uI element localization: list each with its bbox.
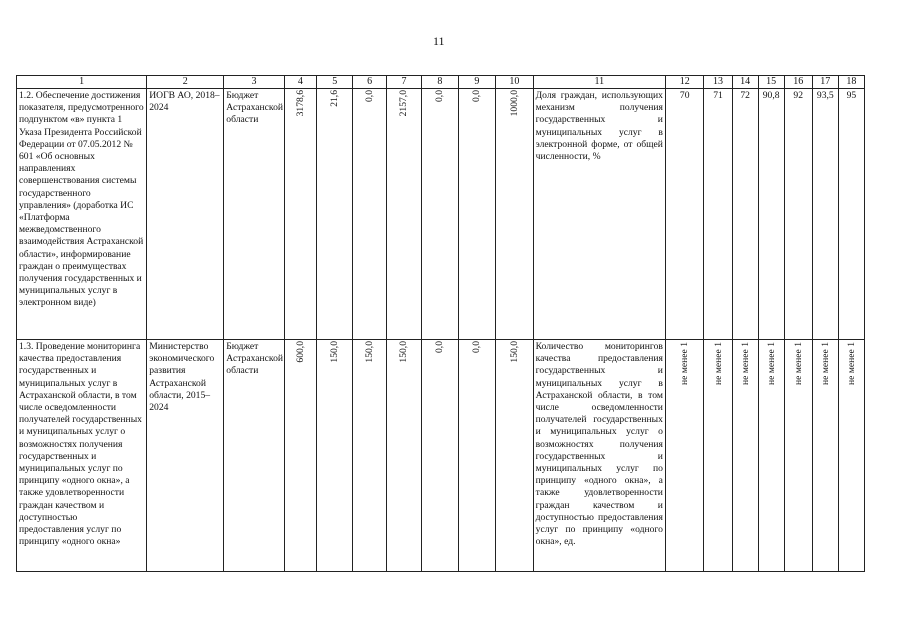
table-header-row xyxy=(17,76,865,89)
indicator-col17-cell xyxy=(812,340,838,572)
column-header-12: 12 xyxy=(665,76,704,89)
column-header-4: 4 xyxy=(284,76,316,89)
column-header-8: 8 xyxy=(422,76,458,89)
indicator-col15: не менее 1 xyxy=(765,342,777,385)
column-header-18: 18 xyxy=(838,76,864,89)
funding-col7: 150,0 xyxy=(398,341,410,363)
indicator-col18: 95 xyxy=(838,89,864,340)
indicator-col12: не менее 1 xyxy=(679,342,691,385)
funding-col10: 150,0 xyxy=(508,341,520,363)
indicator-col13: не менее 1 xyxy=(712,342,724,385)
column-header-5: 5 xyxy=(317,76,353,89)
table-row xyxy=(17,340,865,572)
indicator-col13-cell xyxy=(704,340,732,572)
indicator-col12: 70 xyxy=(665,89,704,340)
indicator-description: Количество мониторингов качества предоставления государственных и муниципальных услуг в Астраханской области, в том числе осведомленности получателей государственных и муниципальных услуг о возможностях получения государственных и муниципальных услуг по принципу «одного окна», а также удовлетворенности граждан качеством и доступностью предоставления услуг по принципу «одного окна», ед. xyxy=(533,340,665,572)
funding-source: Бюджет Астраханской области xyxy=(224,340,284,572)
funding-col7: 2157,0 xyxy=(398,90,410,117)
indicator-col17: 93,5 xyxy=(812,89,838,340)
funding-total-cell xyxy=(284,89,316,340)
funding-col10-cell xyxy=(496,340,534,572)
indicator-col14: не менее 1 xyxy=(739,342,751,385)
page-number: 11 xyxy=(433,34,445,48)
funding-source: Бюджет Астраханской области xyxy=(224,89,284,340)
column-header-9: 9 xyxy=(458,76,496,89)
funding-col8: 0,0 xyxy=(434,341,446,353)
funding-col8-cell xyxy=(422,89,458,340)
indicator-col14: 72 xyxy=(732,89,758,340)
column-header-2: 2 xyxy=(147,76,224,89)
column-header-7: 7 xyxy=(386,76,421,89)
funding-col8-cell xyxy=(422,340,458,572)
indicator-description: Доля граждан, использующих механизм получения государственных и муниципальных услуг в электронной форме, от общей численности, % xyxy=(533,89,665,340)
column-header-15: 15 xyxy=(758,76,784,89)
funding-col5: 21,6 xyxy=(329,90,341,107)
indicator-col18-cell xyxy=(838,340,864,572)
measure-description: 1.2. Обеспечение достижения показателя, предусмотренного подпунктом «в» пункта 1 Указа Президента Российской Федерации от 07.05.2012 № 601 «Об основных направлениях совершенствования системы государственного управления» (доработка ИС «Платформа межведомственного взаимодействия Астраханской области», информирование граждан о преимуществах получения государственных и муниципальных услуг в электронном виде) xyxy=(17,89,147,340)
funding-col9: 0,0 xyxy=(471,341,483,353)
funding-col9-cell xyxy=(458,89,496,340)
indicator-col12-cell xyxy=(665,340,704,572)
executor-period: Министерство экономического развития Астраханской области, 2015–2024 xyxy=(147,340,224,572)
funding-col6-cell xyxy=(353,89,386,340)
funding-col6: 150,0 xyxy=(364,341,376,363)
column-header-17: 17 xyxy=(812,76,838,89)
funding-col6-cell xyxy=(353,340,386,572)
funding-col6: 0,0 xyxy=(364,90,376,102)
executor-period: ИОГВ АО, 2018–2024 xyxy=(147,89,224,340)
program-measures-table xyxy=(16,75,865,572)
indicator-col13: 71 xyxy=(704,89,732,340)
indicator-col17: не менее 1 xyxy=(819,342,831,385)
indicator-col18: не менее 1 xyxy=(845,342,857,385)
funding-col8: 0,0 xyxy=(434,90,446,102)
indicator-col14-cell xyxy=(732,340,758,572)
funding-col10: 1000,0 xyxy=(508,90,520,117)
funding-total: 600,0 xyxy=(294,341,306,363)
indicator-col15-cell xyxy=(758,340,784,572)
column-header-13: 13 xyxy=(704,76,732,89)
column-header-3: 3 xyxy=(224,76,284,89)
funding-col9: 0,0 xyxy=(471,90,483,102)
column-header-16: 16 xyxy=(784,76,812,89)
indicator-col16-cell xyxy=(784,340,812,572)
indicator-col15: 90,8 xyxy=(758,89,784,340)
column-header-10: 10 xyxy=(496,76,534,89)
measure-description: 1.3. Проведение мониторинга качества предоставления государственных и муниципальных услуг в Астраханской области, в том числе осведомленности получателей государственных и муниципальных услуг о возможностях получения государственных и муниципальных услуг по принципу «одного окна», а также удовлетворенности граждан качеством и доступностью предоставления услуг по принципу «одного окна» xyxy=(17,340,147,572)
indicator-col16: не менее 1 xyxy=(792,342,804,385)
column-header-1: 1 xyxy=(17,76,147,89)
column-header-14: 14 xyxy=(732,76,758,89)
funding-col9-cell xyxy=(458,340,496,572)
funding-col7-cell xyxy=(386,89,421,340)
funding-col5-cell xyxy=(317,340,353,572)
funding-col10-cell xyxy=(496,89,534,340)
table-row xyxy=(17,89,865,340)
funding-col7-cell xyxy=(386,340,421,572)
indicator-col16: 92 xyxy=(784,89,812,340)
funding-col5-cell xyxy=(317,89,353,340)
funding-total-cell xyxy=(284,340,316,572)
column-header-6: 6 xyxy=(353,76,386,89)
column-header-11: 11 xyxy=(533,76,665,89)
funding-total: 3178,6 xyxy=(294,90,306,117)
funding-col5: 150,0 xyxy=(329,341,341,363)
